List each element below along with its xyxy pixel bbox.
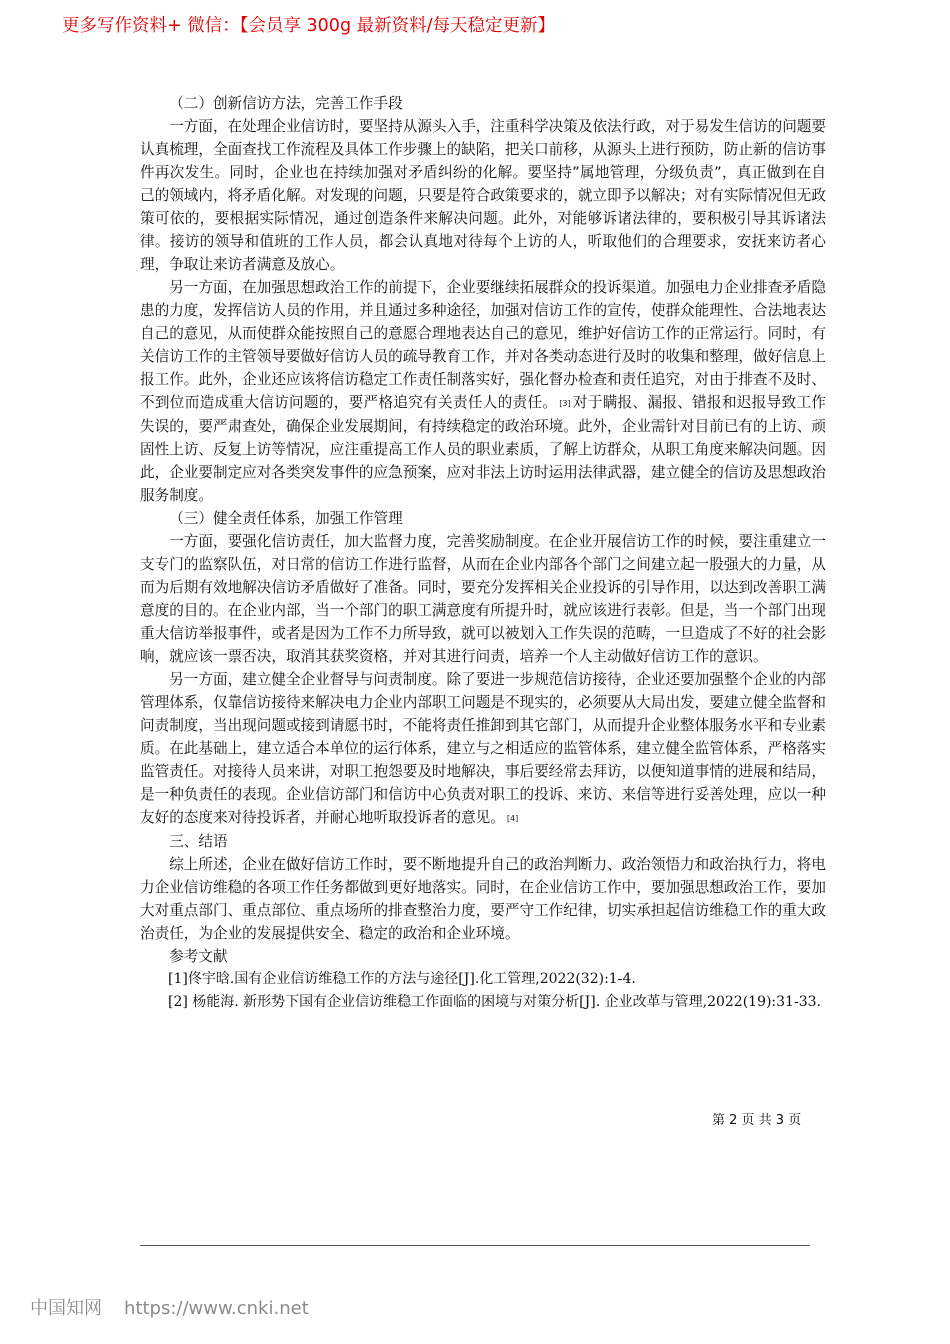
paragraph (140, 668, 826, 830)
paragraph-text: 另一方面，在加强思想政治工作的前提下，企业要继续拓展群众的投诉渠道。加强电力企业排查矛盾隐患的力度，发挥信访人员的作用，并且通过多种途径，加强对信访工作的宣传，使群众能理性、合法地表达自己的意见，从而使群众能按照自己的意愿合理地表达自己的意见，维护好信访工作的正常运行。同时，有关信访工作的主管领导要做好信访人员的疏导教育工作，并对各类动态进行及时的收集和整理，做好信息上报工作。此外，企业还应该将信访稳定工作责任制落实好，强化督办检查和责任追究，对由于排查不及时、不到位而造成重大信访问题的，要严格追究有关责任人的责任。 (140, 279, 826, 411)
references-heading: 参考文献 (169, 948, 228, 965)
paragraph: 一方面，在处理企业信访时，要坚持从源头入手，注重科学决策及依法行政，对于易发生信访的问题要认真梳理，全面查找工作流程及具体工作步骤上的缺陷，把关口前移，从源头上进行预防，防止新的信访事件再次发生。同时，企业也在持续加强对矛盾纠纷的化解。要坚持”属地管理，分级负责”，真正做到在自己的领域内，将矛盾化解。对发现的问题，只要是符合政策要求的，就立即予以解决；对有实际情况但无政策可依的，要根据实际情况，通过创造条件来解决问题。此外，对能够诉诸法律的，要积极引导其诉诸法律。接访的领导和值班的工作人员，都会认真地对待每个上访的人，听取他们的合理要求，安抚来访者心理，争取让来访者满意及放心。 (140, 118, 826, 273)
promo-banner: 更多写作资料+ 微信：【会员享 300g 最新资料/每天稳定更新】 (62, 16, 556, 36)
document-body (140, 92, 826, 1014)
paragraph: 一方面，要强化信访责任，加大监督力度，完善奖励制度。在企业开展信访工作的时候，要注重建立一支专门的监察队伍，对日常的信访工作进行监督，从而在企业内部各个部门之间建立起一股强大的力量，从而为后期有效地解决信访矛盾做好了准备。同时，要充分发挥相关企业投诉的引导作用，以达到改善职工满意度的目的。在企业内部，当一个部门的职工满意度有所提升时，就应该进行表彰。但是，当一个部门出现重大信访举报事件，或者是因为工作不力所导致，就可以被划入工作失误的范畴，一旦造成了不好的社会影响，就应该一票否决，取消其获奖资格，并对其进行问责，培养一个人主动做好信访工作的意识。 (140, 533, 826, 665)
paragraph: 综上所述，企业在做好信访工作时，要不断地提升自己的政治判断力、政治领悟力和政治执行力，将电力企业信访维稳的各项工作任务都做到更好地落实。同时，在企业信访工作中，要加强思想政治工作，要加大对重点部门、重点部位、重点场所的排查整治力度，要严守工作纪律，切实承担起信访维稳工作的重大政治责任，为企业的发展提供安全、稳定的政治和企业环境。 (140, 856, 826, 942)
footer-divider (140, 1245, 810, 1246)
reference-item: [2] 杨能海. 新形势下国有企业信访维稳工作面临的困境与对策分析[J]. 企业改革与管理,2022(19):31-33. (168, 994, 821, 1010)
conclusion-heading: 三、结语 (169, 833, 228, 850)
reference-item: [1]佟宇晗.国有企业信访维稳工作的方法与途径[J].化工管理,2022(32):1-4. (168, 971, 636, 987)
page-number: 第 2 页 共 3 页 (712, 1113, 802, 1128)
citation-mark: [3] (559, 399, 571, 408)
paragraph-text: 对于瞒报、漏报、错报和迟报导致工作失误的，要严肃查处，确保企业发展期间，有持续稳定的政治环境。此外，企业需针对目前已有的上访、顽固性上访、反复上访等情况，应注重提高工作人员的职业素质，了解上访群众，从职工角度来解决问题。因此，企业要制定应对各类突发事件的应急预案，应对非法上访时运用法律武器，建立健全的信访及思想政治服务制度。 (140, 394, 826, 504)
paragraph-text: 另一方面，建立健全企业督导与问责制度。除了要进一步规范信访接待，企业还要加强整个企业的内部管理体系，仅靠信访接待来解决电力企业内部职工问题是不现实的，必须要从大局出发，要建立健全监督和问责制度，当出现问题或接到请愿书时，不能将责任推卸到其它部门，从而提升企业整体服务水平和专业素质。在此基础上，建立适合本单位的运行体系，建立与之相适应的监管体系，建立健全监管体系，严格落实监管责任。对接待人员来讲，对职工抱怨要及时地解决，事后要经常去拜访，以便知道事情的进展和结局，是一种负责任的表现。企业信访部门和信访中心负责对职工的投诉、来访、来信等进行妥善处理，应以一种友好的态度来对待投诉者，并耐心地听取投诉者的意见。 (140, 671, 826, 826)
citation-mark: [4] (506, 814, 519, 823)
watermark (30, 1294, 331, 1320)
watermark-url: https://www.cnki.net (124, 1298, 309, 1319)
section-heading-3: （三）健全责任体系，加强工作管理 (169, 510, 403, 527)
watermark-site-name: 中国知网 (30, 1298, 102, 1319)
section-heading-2: （二）创新信访方法，完善工作手段 (169, 95, 403, 112)
paragraph (140, 276, 826, 507)
